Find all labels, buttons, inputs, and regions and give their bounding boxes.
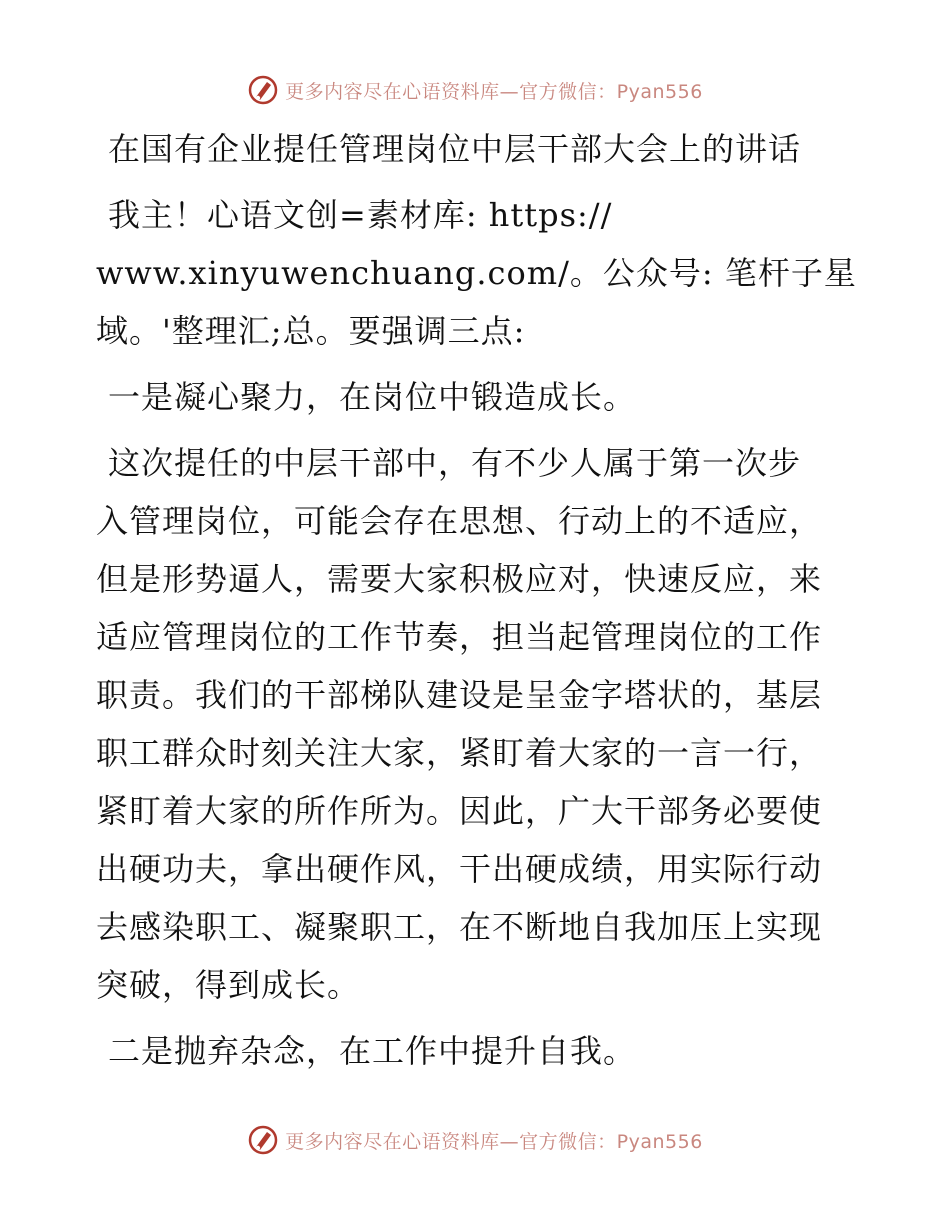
paragraph-line: 去感染职工、凝聚职工，在不断地自我加压上实现	[96, 908, 823, 946]
document-body	[96, 120, 856, 1080]
paragraph-line: 适应管理岗位的工作节奏，担当起管理岗位的工作	[96, 618, 823, 656]
intro-block	[96, 186, 856, 360]
paragraph-line: 紧盯着大家的所作所为。因此，广大干部务必要使	[96, 792, 823, 830]
intro-line: 我主！心语文创=素材库: https://	[108, 196, 613, 234]
pen-circle-logo-icon	[247, 1124, 279, 1156]
paragraph-line: 职责。我们的干部梯队建设是呈金字塔状的，基层	[96, 676, 823, 714]
watermark-text: 更多内容尽在心语资料库—官方微信：Pyan556	[285, 1130, 703, 1153]
paragraph-line: 出硬功夫，拿出硬作风，干出硬成绩，用实际行动	[96, 850, 823, 888]
document-title: 在国有企业提任管理岗位中层干部大会上的讲话	[108, 130, 802, 168]
intro-line: www.xinyuwenchuang.com/。公众号: 笔杆子星	[96, 254, 857, 292]
paragraph-line: 职工群众时刻关注大家，紧盯着大家的一言一行，	[96, 734, 823, 772]
section-heading-1: 一是凝心聚力，在岗位中锻造成长。	[108, 378, 637, 416]
bottom-watermark-banner	[0, 1122, 950, 1158]
pen-circle-logo-icon	[247, 74, 279, 106]
paragraph-line: 入管理岗位，可能会存在思想、行动上的不适应，	[96, 502, 823, 540]
intro-line: 域。'整理汇;总。要强调三点:	[96, 312, 526, 350]
paragraph-1	[96, 434, 856, 1014]
paragraph-line: 突破，得到成长。	[96, 966, 361, 1004]
paragraph-line: 这次提任的中层干部中，有不少人属于第一次步	[108, 444, 802, 482]
top-watermark-banner	[0, 72, 950, 108]
paragraph-line: 但是形势逼人，需要大家积极应对，快速反应，来	[96, 560, 823, 598]
section-heading-2: 二是抛弃杂念，在工作中提升自我。	[108, 1032, 637, 1070]
watermark-text: 更多内容尽在心语资料库—官方微信：Pyan556	[285, 80, 703, 103]
